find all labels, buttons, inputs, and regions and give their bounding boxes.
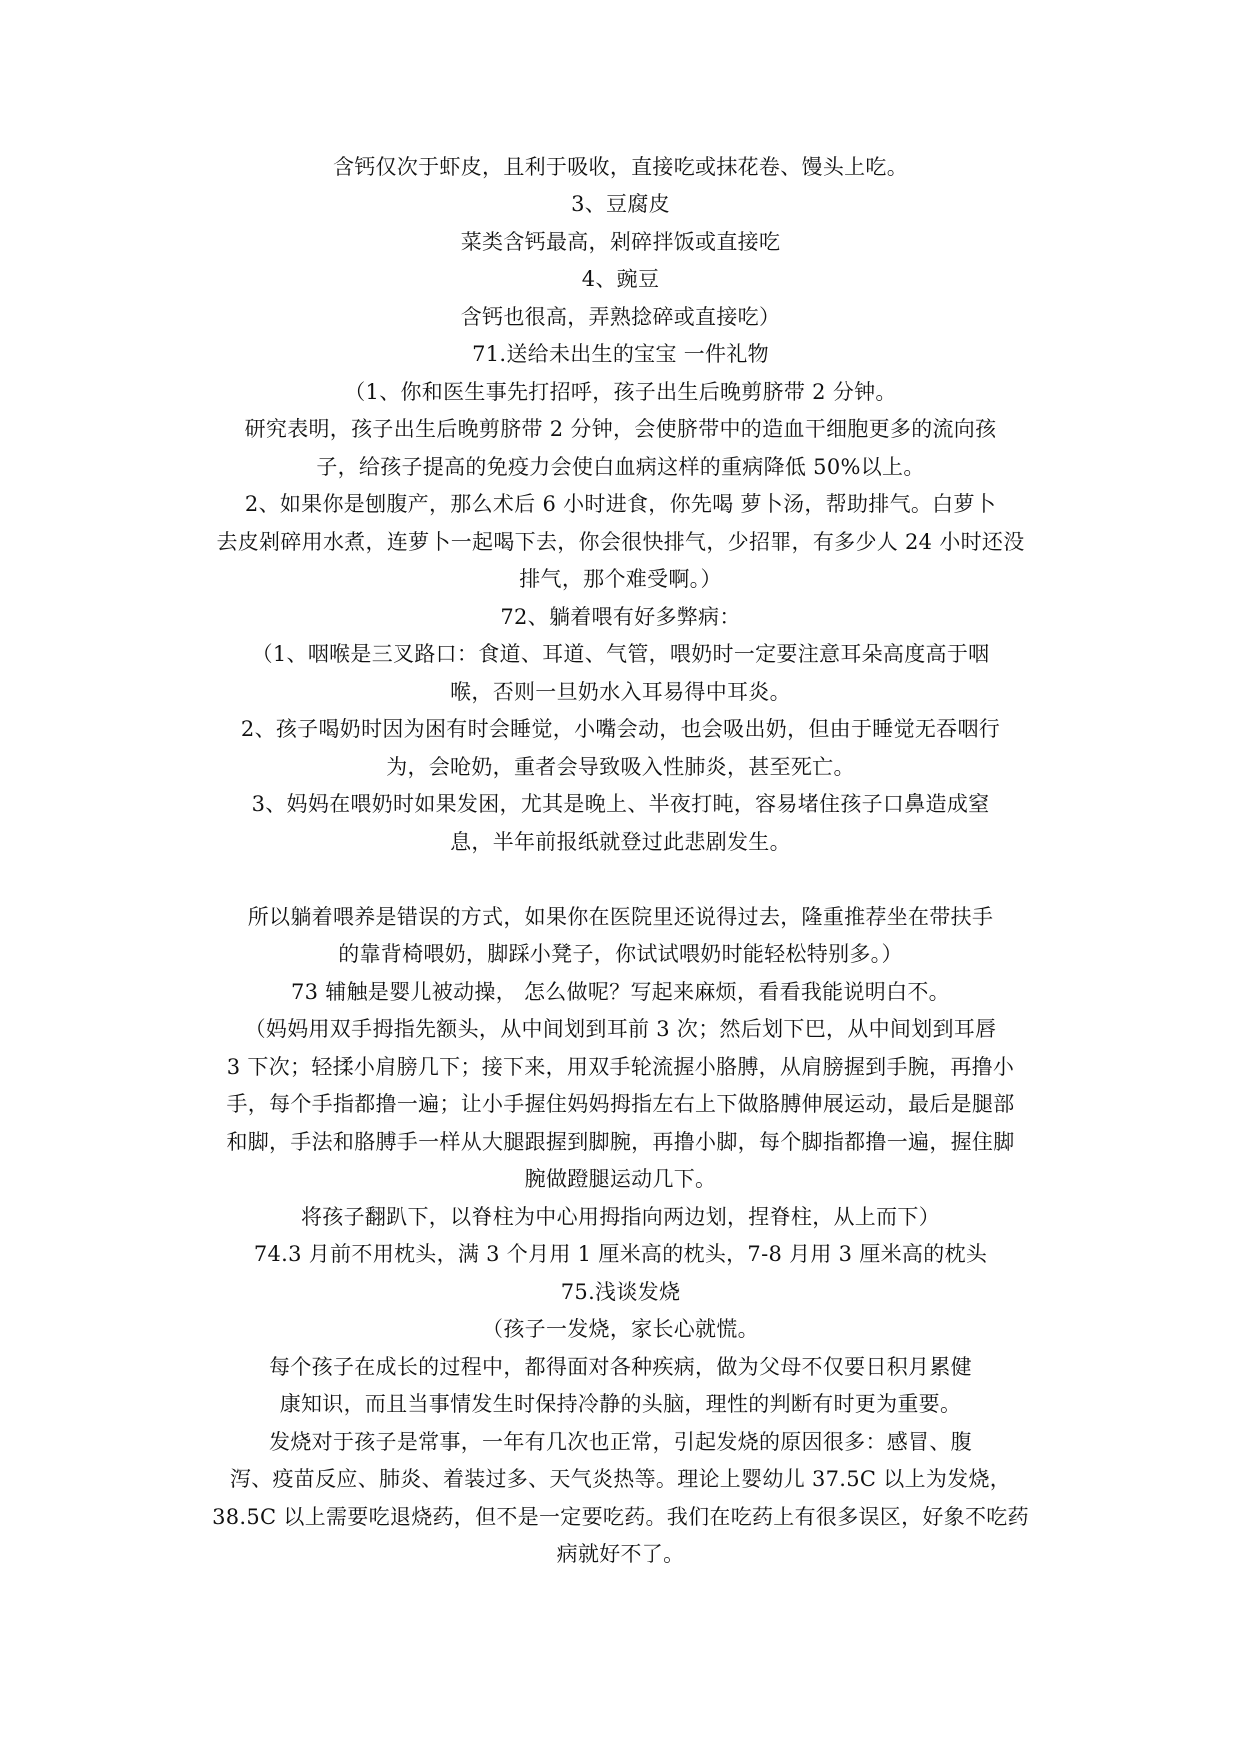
- text-line: 4、豌豆: [581, 267, 660, 291]
- section-heading: 72、躺着喂有好多弊病：: [500, 605, 741, 629]
- text-line: 排气，那个难受啊。）: [519, 567, 722, 591]
- text-line: 去皮剁碎用水煮，连萝卜一起喝下去，你会很快排气，少招罪，有多少人 24 小时还没: [216, 530, 1025, 554]
- text-line: 手，每个手指都撸一遍；让小手握住妈妈拇指左右上下做胳膊伸展运动，最后是腿部: [226, 1092, 1015, 1116]
- text-line: 喉，否则一旦奶水入耳易得中耳炎。: [450, 680, 791, 704]
- text-line: （妈妈用双手拇指先额头，从中间划到耳前 3 次；然后划下巴，从中间划到耳唇: [244, 1017, 997, 1041]
- text-line: 3、妈妈在喂奶时如果发困，尤其是晚上、半夜打盹，容易堵住孩子口鼻造成窒: [251, 792, 990, 816]
- text-line: （孩子一发烧，家长心就慌。: [482, 1317, 759, 1341]
- text-line: 发烧对于孩子是常事，一年有几次也正常，引起发烧的原因很多：感冒、腹: [269, 1430, 972, 1454]
- text-line: 康知识，而且当事情发生时保持冷静的头脑，理性的判断有时更为重要。: [279, 1392, 962, 1416]
- section-heading: 74.3 月前不用枕头，满 3 个月用 1 厘米高的枕头，7-8 月用 3 厘米高的枕头: [253, 1242, 988, 1266]
- text-line: 腕做蹬腿运动几下。: [524, 1167, 717, 1191]
- text-line: 38.5C 以上需要吃退烧药，但不是一定要吃药。我们在吃药上有很多误区，好象不吃药: [212, 1505, 1029, 1529]
- text-line: 每个孩子在成长的过程中，都得面对各种疾病，做为父母不仅要日积月累健: [269, 1355, 972, 1379]
- text-line: 2、如果你是刨腹产，那么术后 6 小时进食，你先喝 萝卜汤，帮助排气。白萝卜: [244, 492, 997, 516]
- text-line: 和脚，手法和胳膊手一样从大腿跟握到脚腕，再撸小脚，每个脚指都撸一遍，握住脚: [226, 1130, 1015, 1154]
- text-line: 息，半年前报纸就登过此悲剧发生。: [450, 830, 791, 854]
- section-heading: 75.浅谈发烧: [560, 1280, 681, 1304]
- text-line: 含钙仅次于虾皮，且利于吸收，直接吃或抹花卷、馒头上吃。: [332, 155, 909, 179]
- section-heading: 73 辅触是婴儿被动操， 怎么做呢？写起来麻烦，看看我能说明白不。: [291, 980, 950, 1004]
- text-line: 泻、疫苗反应、肺炎、着装过多、天气炎热等。理论上婴幼儿 37.5C 以上为发烧，: [229, 1467, 1012, 1491]
- text-line: 3 下次；轻揉小肩膀几下；接下来，用双手轮流握小胳膊，从肩膀握到手腕，再撸小: [226, 1055, 1015, 1079]
- text-line: （1、咽喉是三叉路口：食道、耳道、气管，喂奶时一定要注意耳朵高度高于咽: [251, 642, 990, 666]
- text-line: 菜类含钙最高，剁碎拌饭或直接吃: [460, 230, 781, 254]
- text-line: 病就好不了。: [556, 1542, 685, 1566]
- text-line: 将孩子翻趴下，以脊柱为中心用拇指向两边划，捏脊柱，从上而下）: [301, 1205, 940, 1229]
- text-line: 子，给孩子提高的免疫力会使白血病这样的重病降低 50%以上。: [316, 455, 925, 479]
- text-line: 为，会呛奶，重者会导致吸入性肺炎，甚至死亡。: [386, 755, 855, 779]
- section-heading: 71.送给未出生的宝宝 一件礼物: [472, 342, 769, 366]
- text-line: 研究表明，孩子出生后晚剪脐带 2 分钟，会使脐带中的造血干细胞更多的流向孩: [244, 417, 997, 441]
- text-line: （1、你和医生事先打招呼，孩子出生后晚剪脐带 2 分钟。: [344, 380, 897, 404]
- text-line: 的靠背椅喂奶，脚踩小凳子，你试试喂奶时能轻松特别多。）: [338, 942, 903, 966]
- text-line: 含钙也很高，弄熟捻碎或直接吃）: [460, 305, 781, 329]
- text-line: 3、豆腐皮: [571, 192, 670, 216]
- text-line: 所以躺着喂养是错误的方式，如果你在医院里还说得过去，隆重推荐坐在带扶手: [247, 905, 994, 929]
- text-line: 2、孩子喝奶时因为困有时会睡觉，小嘴会动，也会吸出奶，但由于睡觉无吞咽行: [240, 717, 1001, 741]
